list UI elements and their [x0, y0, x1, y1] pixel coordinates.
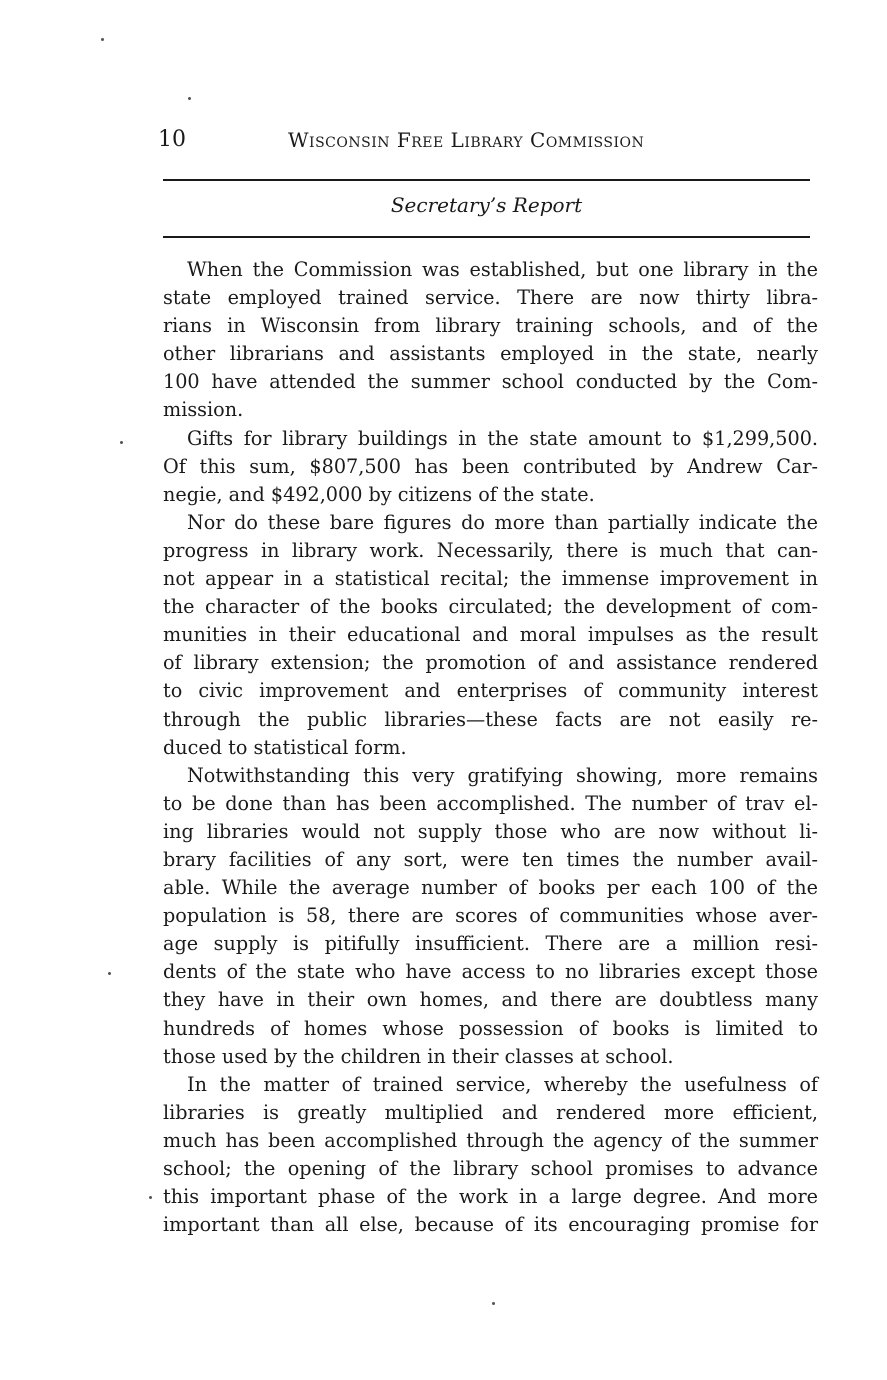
text-line: to civic improvement and enterprises of community interest	[163, 679, 818, 703]
text-line: Notwithstanding this very gratifying showing, more remains	[187, 763, 818, 787]
text-line: Gifts for library buildings in the state amount to $1,299,500.	[187, 426, 818, 450]
text-line: munities in their educational and moral impulses as the result	[163, 623, 818, 647]
scan-speck	[188, 97, 191, 100]
section-title: Secretary’s Report	[390, 193, 583, 217]
text-line: age supply is pitifully insufficient. There are a million resi-	[163, 932, 818, 956]
text-line: duced to statistical form.	[163, 735, 407, 759]
text-line: they have in their own homes, and there are doubtless many	[163, 988, 818, 1012]
text-line: negie, and $492,000 by citizens of the state.	[163, 482, 595, 506]
text-line: Nor do these bare figures do more than partially indicate the	[187, 510, 818, 534]
text-line: brary facilities of any sort, were ten times the number avail-	[163, 847, 818, 871]
text-line: able. While the average number of books per each 100 of the	[163, 876, 818, 900]
text-line: dents of the state who have access to no libraries except those	[163, 960, 818, 984]
text-line: ing libraries would not supply those who are now without li-	[163, 819, 818, 843]
text-line: other librarians and assistants employed in the state, nearly	[163, 342, 818, 366]
scan-speck	[120, 441, 123, 444]
text-line: this important phase of the work in a large degree. And more	[163, 1185, 818, 1209]
text-line: hundreds of homes whose possession of books is limited to	[163, 1016, 818, 1040]
text-line: important than all else, because of its encouraging promise for	[163, 1213, 818, 1237]
text-line: to be done than has been accomplished. The number of trav el-	[163, 791, 818, 815]
scan-speck	[101, 38, 104, 41]
text-line: libraries is greatly multiplied and rendered more efficient,	[163, 1100, 818, 1124]
text-line: school; the opening of the library school promises to advance	[163, 1157, 818, 1180]
running-title: Wisconsin Free Library Commission	[288, 128, 645, 152]
text-line: not appear in a statistical recital; the immense improvement in	[163, 567, 818, 591]
page-number: 10	[158, 127, 186, 152]
scan-speck	[149, 1196, 152, 1199]
header-rule-top	[163, 179, 810, 181]
text-line: progress in library work. Necessarily, there is much that can-	[163, 538, 818, 562]
scan-speck	[492, 1302, 495, 1305]
scan-speck	[108, 972, 111, 975]
text-line: mission.	[163, 398, 244, 422]
text-line: In the matter of trained service, whereby the usefulness of	[187, 1072, 818, 1096]
text-line: rians in Wisconsin from library training schools, and of the	[163, 314, 818, 338]
text-line: population is 58, there are scores of communities whose aver-	[163, 904, 818, 928]
text-line: Of this sum, $807,500 has been contributed by Andrew Car-	[163, 454, 818, 478]
text-line: 100 have attended the summer school conducted by the Com-	[163, 370, 818, 394]
text-line: through the public libraries—these facts are not easily re-	[163, 707, 818, 731]
text-line: those used by the children in their classes at school.	[163, 1044, 674, 1068]
text-line: state employed trained service. There are now thirty libra-	[163, 286, 818, 310]
text-line: of library extension; the promotion of and assistance rendered	[163, 651, 818, 675]
text-line: When the Commission was established, but one library in the	[187, 258, 818, 281]
header-rule-bottom	[163, 236, 810, 238]
text-line: much has been accomplished through the agency of the summer	[163, 1128, 818, 1152]
text-line: the character of the books circulated; the development of com-	[163, 595, 818, 619]
body-text	[163, 256, 818, 1239]
